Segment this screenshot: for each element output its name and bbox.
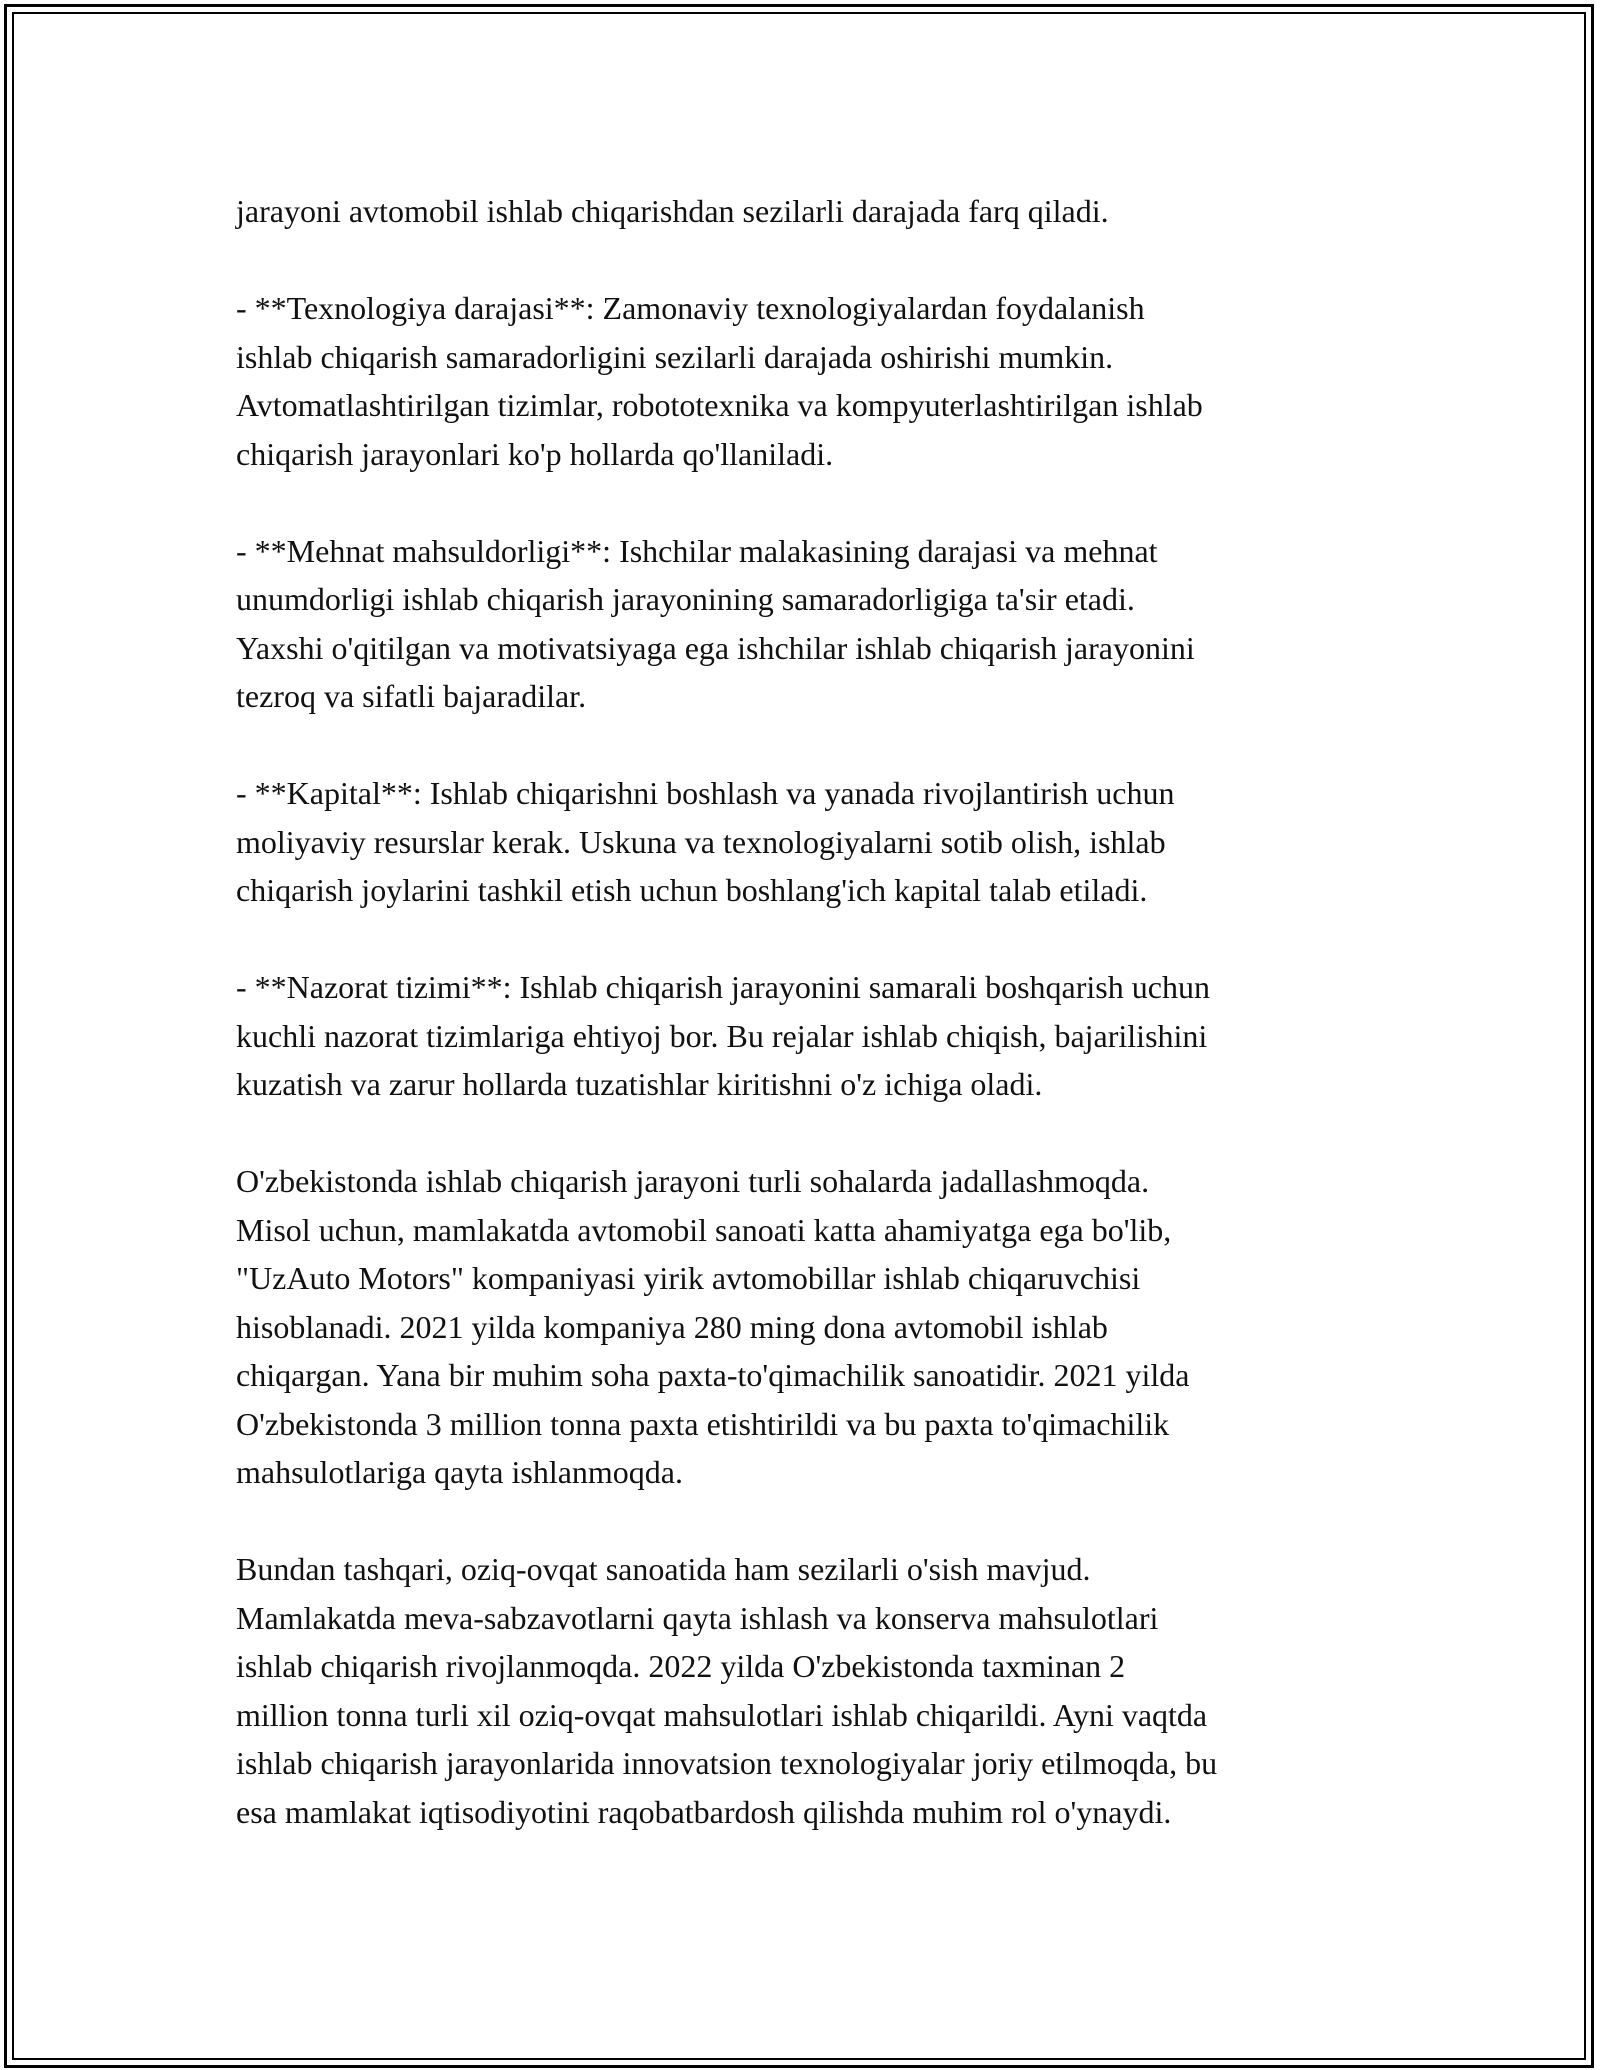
document-body [236, 187, 1416, 1836]
paragraph-intro-continuation: jarayoni avtomobil ishlab chiqarishdan sezilarli darajada farq qiladi. [236, 193, 1109, 229]
paragraph-labor-productivity: - **Mehnat mahsuldorligi**: Ishchilar malakasining darajasi va mehnat unumdorligi ishlab chiqarish jarayonining samaradorligiga ta'sir etadi. Yaxshi o'qitilgan va motivatsiyaga ega ishchilar ishlab chiqarish jarayonini tezroq va sifatli bajaradilar. [236, 532, 1195, 714]
paragraph-food-industry: Bundan tashqari, oziq-ovqat sanoatida ham sezilarli o'sish mavjud. Mamlakatda meva-sabzavotlarni qayta ishlash va konserva mahsulotlari ishlab chiqarish rivojlanmoqda. 2022 yilda O'zbekistonda taxminan 2 million tonna turli xil oziq-ovqat mahsulotlari ishlab chiqarildi. Ayni vaqtda ishlab chiqarish jarayonlarida innovatsion texnologiyalar joriy etilmoqda, bu esa mamlakat iqtisodiyotini raqobatbardosh qilishda muhim rol o'ynaydi. [236, 1551, 1218, 1830]
paragraph-technology-level: - **Texnologiya darajasi**: Zamonaviy texnologiyalardan foydalanish ishlab chiqarish samaradorligini sezilarli darajada oshirishi mumkin. Avtomatlashtirilgan tizimlar, robototexnika va kompyuterlashtirilgan ishlab chiqarish jarayonlari ko'p hollarda qo'llaniladi. [236, 290, 1203, 472]
paragraph-uzbekistan-industry: O'zbekistonda ishlab chiqarish jarayoni turli sohalarda jadallashmoqda. Misol uchun, mamlakatda avtomobil sanoati katta ahamiyatga ega bo'lib, "UzAuto Motors" kompaniyasi yirik avtomobillar ishlab chiqaruvchisi hisoblanadi. 2021 yilda kompaniya 280 ming dona avtomobil ishlab chiqargan. Yana bir muhim soha paxta-to'qimachilik sanoatidir. 2021 yilda O'zbekistonda 3 million tonna paxta etishtirildi va bu paxta to'qimachilik mahsulotlariga qayta ishlanmoqda. [236, 1163, 1190, 1490]
paragraph-capital: - **Kapital**: Ishlab chiqarishni boshlash va yanada rivojlantirish uchun moliyaviy resurslar kerak. Uskuna va texnologiyalarni sotib olish, ishlab chiqarish joylarini tashkil etish uchun boshlang'ich kapital talab etiladi. [236, 775, 1175, 908]
paragraph-control-system: - **Nazorat tizimi**: Ishlab chiqarish jarayonini samarali boshqarish uchun kuchli nazorat tizimlariga ehtiyoj bor. Bu rejalar ishlab chiqish, bajarilishini kuzatish va zarur hollarda tuzatishlar kiritishni o'z ichiga oladi. [236, 969, 1210, 1102]
